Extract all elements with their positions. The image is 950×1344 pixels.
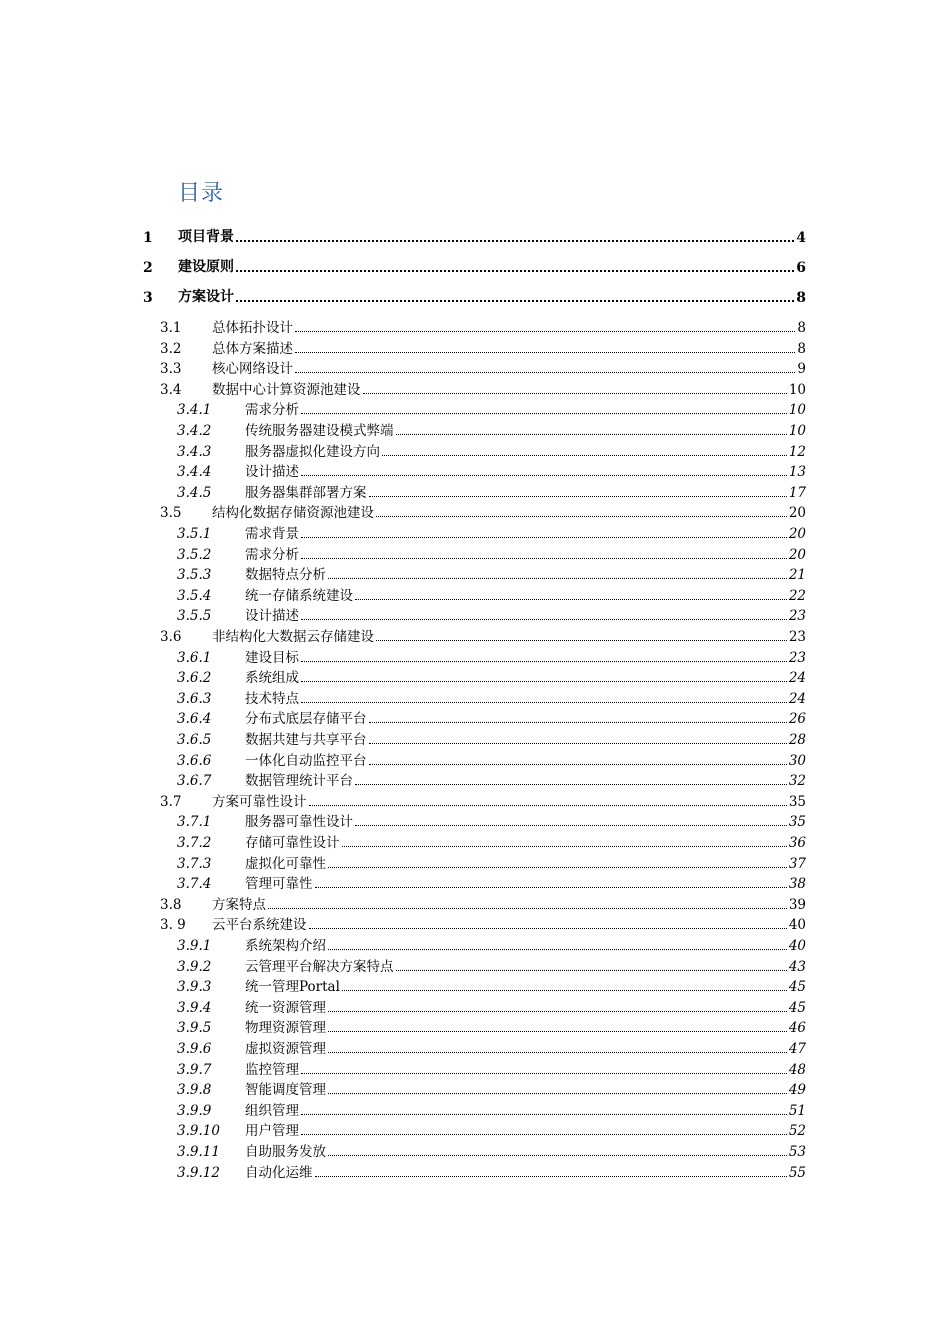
toc-entry-title: 云管理平台解决方案特点 bbox=[245, 959, 394, 975]
toc-entry-page: 47 bbox=[788, 1041, 806, 1057]
toc-entry-title: 物理资源管理 bbox=[245, 1020, 326, 1036]
toc-entry[interactable] bbox=[177, 872, 806, 892]
toc-entry-title: 存储可靠性设计 bbox=[245, 835, 340, 851]
toc-entry-page: 24 bbox=[788, 691, 806, 707]
toc-entry[interactable] bbox=[177, 1078, 806, 1098]
toc-entry-title: 建设原则 bbox=[178, 259, 234, 275]
toc-entry-title: 云平台系统建设 bbox=[212, 917, 307, 933]
toc-entry-title: 自助服务发放 bbox=[245, 1144, 326, 1160]
dot-leader bbox=[369, 496, 787, 497]
toc-entry-number: 3. 9 bbox=[160, 917, 186, 933]
toc-entry-number: 3.9.11 bbox=[177, 1144, 220, 1160]
dot-leader bbox=[309, 805, 787, 806]
toc-entry-title: 方案特点 bbox=[212, 897, 266, 913]
toc-entry[interactable] bbox=[160, 316, 806, 336]
toc-entry[interactable] bbox=[177, 810, 806, 830]
toc-entry[interactable] bbox=[177, 440, 806, 460]
toc-entry[interactable] bbox=[177, 1016, 806, 1036]
toc-entry[interactable] bbox=[177, 1119, 806, 1139]
toc-entry-page: 51 bbox=[788, 1103, 806, 1119]
toc-entry-page: 9 bbox=[797, 361, 806, 377]
toc-entry-page: 21 bbox=[788, 567, 806, 583]
toc-entry-title: 统一资源管理 bbox=[245, 1000, 326, 1016]
dot-leader bbox=[363, 393, 787, 394]
toc-entry-number: 3.9.5 bbox=[177, 1020, 212, 1036]
toc-entry-page: 38 bbox=[788, 876, 806, 892]
toc-entry-number: 3.4.5 bbox=[177, 485, 212, 501]
toc-entry-title: 服务器集群部署方案 bbox=[245, 485, 367, 501]
toc-entry-number: 3.7.1 bbox=[177, 814, 212, 830]
toc-entry-title: 虚拟化可靠性 bbox=[245, 856, 326, 872]
toc-entry[interactable] bbox=[177, 1161, 806, 1181]
toc-entry-title: 总体拓扑设计 bbox=[212, 320, 293, 336]
toc-entry-title: 管理可靠性 bbox=[245, 876, 313, 892]
toc-entry-title: 方案可靠性设计 bbox=[212, 794, 307, 810]
toc-entry[interactable] bbox=[160, 357, 806, 377]
toc-entry-number: 3.6.4 bbox=[177, 711, 212, 727]
toc-entry-number: 3.9.6 bbox=[177, 1041, 212, 1057]
toc-entry[interactable] bbox=[177, 1037, 806, 1057]
toc-entry[interactable] bbox=[160, 893, 806, 913]
toc-entry[interactable] bbox=[177, 996, 806, 1016]
dot-leader bbox=[301, 681, 787, 682]
toc-entry-number: 3.5.2 bbox=[177, 547, 212, 563]
toc-entry[interactable] bbox=[160, 378, 806, 398]
toc-entry-title: 服务器虚拟化建设方向 bbox=[245, 444, 380, 460]
toc-entry-page: 6 bbox=[796, 260, 806, 276]
toc-entry[interactable] bbox=[177, 481, 806, 501]
toc-entry-page: 20 bbox=[788, 526, 806, 542]
toc-entry[interactable] bbox=[143, 226, 806, 246]
toc-entry[interactable] bbox=[177, 1058, 806, 1078]
toc-entry[interactable] bbox=[177, 1140, 806, 1160]
toc-entry[interactable] bbox=[177, 749, 806, 769]
toc-entry-page: 12 bbox=[788, 444, 806, 460]
toc-entry-number: 3.9.7 bbox=[177, 1062, 212, 1078]
dot-leader bbox=[301, 558, 787, 559]
dot-leader bbox=[301, 702, 787, 703]
toc-entry-title: 数据管理统计平台 bbox=[245, 773, 353, 789]
toc-entry-number: 3.6.2 bbox=[177, 670, 212, 686]
toc-entry-page: 40 bbox=[788, 917, 806, 933]
dot-leader bbox=[355, 825, 787, 826]
dot-leader bbox=[301, 661, 787, 662]
toc-entry-title: 统一存储系统建设 bbox=[245, 588, 353, 604]
toc-entry[interactable] bbox=[177, 563, 806, 583]
toc-entry-page: 45 bbox=[788, 1000, 806, 1016]
toc-entry-title: 智能调度管理 bbox=[245, 1082, 326, 1098]
toc-entry-title: 系统架构介绍 bbox=[245, 938, 326, 954]
toc-entry-number: 3.8 bbox=[160, 897, 182, 913]
toc-entry-title: 数据特点分析 bbox=[245, 567, 326, 583]
dot-leader bbox=[369, 722, 787, 723]
toc-entry[interactable] bbox=[177, 543, 806, 563]
dot-leader bbox=[295, 372, 795, 373]
toc-entry-title: 设计描述 bbox=[245, 464, 299, 480]
dot-leader bbox=[342, 990, 787, 991]
toc-entry-title: 传统服务器建设模式弊端 bbox=[245, 423, 394, 439]
toc-entry-page: 23 bbox=[788, 650, 806, 666]
toc-entry-page: 13 bbox=[788, 464, 806, 480]
toc-entry-number: 3.6 bbox=[160, 629, 182, 645]
toc-entry-page: 23 bbox=[788, 608, 806, 624]
toc-entry-title: 数据共建与共享平台 bbox=[245, 732, 367, 748]
toc-entry-number: 3.6.5 bbox=[177, 732, 212, 748]
toc-entry-page: 22 bbox=[788, 588, 806, 604]
toc-entry-number: 3.4 bbox=[160, 382, 182, 398]
toc-entry[interactable] bbox=[177, 460, 806, 480]
dot-leader bbox=[301, 537, 787, 538]
toc-entry-number: 3.9.4 bbox=[177, 1000, 212, 1016]
toc-entry-number: 3.5 bbox=[160, 505, 182, 521]
toc-entry-page: 40 bbox=[788, 938, 806, 954]
toc-entry-page: 35 bbox=[788, 814, 806, 830]
toc-entry-page: 49 bbox=[788, 1082, 806, 1098]
dot-leader bbox=[236, 240, 794, 242]
toc-entry-number: 3.9.10 bbox=[177, 1123, 220, 1139]
toc-entry-number: 3.2 bbox=[160, 341, 182, 357]
toc-entry-page: 8 bbox=[797, 320, 806, 336]
dot-leader bbox=[355, 599, 787, 600]
toc-entry-title: 设计描述 bbox=[245, 608, 299, 624]
toc-entry[interactable] bbox=[143, 286, 806, 306]
toc-entry-title: 方案设计 bbox=[178, 289, 234, 305]
toc-entry-page: 20 bbox=[788, 505, 806, 521]
dot-leader bbox=[301, 413, 787, 414]
toc-entry[interactable] bbox=[160, 625, 806, 645]
dot-leader bbox=[301, 475, 787, 476]
toc-entry[interactable] bbox=[177, 852, 806, 872]
toc-entry-number: 3.9.2 bbox=[177, 959, 212, 975]
toc-entry-page: 55 bbox=[788, 1165, 806, 1181]
toc-entry-title: 数据中心计算资源池建设 bbox=[212, 382, 361, 398]
toc-entry[interactable] bbox=[160, 790, 806, 810]
toc-entry[interactable] bbox=[160, 337, 806, 357]
dot-leader bbox=[328, 1052, 787, 1053]
toc-entry-number: 2 bbox=[143, 260, 153, 276]
toc-entry-number: 3 bbox=[143, 290, 153, 306]
dot-leader bbox=[328, 1031, 787, 1032]
toc-entry-page: 39 bbox=[788, 897, 806, 913]
toc-entry-number: 3.5.5 bbox=[177, 608, 212, 624]
toc-entry-number: 3.9.1 bbox=[177, 938, 212, 954]
toc-entry-number: 3.1 bbox=[160, 320, 182, 336]
toc-entry-page: 4 bbox=[796, 230, 806, 246]
toc-entry[interactable] bbox=[177, 646, 806, 666]
toc-entry-page: 10 bbox=[788, 423, 806, 439]
toc-entry[interactable] bbox=[177, 769, 806, 789]
toc-entry-number: 3.6.1 bbox=[177, 650, 212, 666]
toc-entry-page: 48 bbox=[788, 1062, 806, 1078]
dot-leader bbox=[328, 1011, 787, 1012]
dot-leader bbox=[315, 1176, 787, 1177]
toc-entry[interactable] bbox=[177, 1099, 806, 1119]
toc-entry[interactable] bbox=[160, 501, 806, 521]
toc-entry-page: 8 bbox=[797, 341, 806, 357]
dot-leader bbox=[295, 352, 795, 353]
toc-entry-number: 3.9.8 bbox=[177, 1082, 212, 1098]
toc-entry-page: 37 bbox=[788, 856, 806, 872]
dot-leader bbox=[328, 867, 787, 868]
toc-entry-number: 3.5.1 bbox=[177, 526, 212, 542]
toc-entry[interactable] bbox=[177, 419, 806, 439]
toc-entry-title: 技术特点 bbox=[245, 691, 299, 707]
toc-entry[interactable] bbox=[177, 955, 806, 975]
toc-entry-title: 一体化自动监控平台 bbox=[245, 753, 367, 769]
toc-entry-page: 10 bbox=[788, 402, 806, 418]
dot-leader bbox=[328, 1093, 787, 1094]
toc-entry-page: 32 bbox=[788, 773, 806, 789]
toc-entry[interactable] bbox=[177, 831, 806, 851]
toc-entry-number: 3.4.3 bbox=[177, 444, 212, 460]
dot-leader bbox=[328, 949, 787, 950]
toc-entry-number: 3.5.3 bbox=[177, 567, 212, 583]
toc-entry[interactable] bbox=[177, 975, 806, 995]
dot-leader bbox=[309, 928, 787, 929]
toc-entry-number: 3.7.2 bbox=[177, 835, 212, 851]
toc-entry-page: 35 bbox=[788, 794, 806, 810]
dot-leader bbox=[301, 1134, 787, 1135]
dot-leader bbox=[236, 300, 794, 302]
toc-entry-page: 26 bbox=[788, 711, 806, 727]
toc-entry-page: 46 bbox=[788, 1020, 806, 1036]
toc-entry-page: 43 bbox=[788, 959, 806, 975]
toc-entry[interactable] bbox=[177, 522, 806, 542]
toc-entry[interactable] bbox=[177, 666, 806, 686]
toc-entry-number: 1 bbox=[143, 230, 153, 246]
toc-entry-title: 组织管理 bbox=[245, 1103, 299, 1119]
toc-entry-title: 需求背景 bbox=[245, 526, 299, 542]
toc-entry-number: 3.4.4 bbox=[177, 464, 212, 480]
toc-entry[interactable] bbox=[177, 728, 806, 748]
toc-entry-number: 3.3 bbox=[160, 361, 182, 377]
dot-leader bbox=[301, 1114, 787, 1115]
toc-entry-page: 20 bbox=[788, 547, 806, 563]
dot-leader bbox=[236, 270, 794, 272]
dot-leader bbox=[355, 784, 787, 785]
toc-entry-page: 52 bbox=[788, 1123, 806, 1139]
toc-entry-page: 30 bbox=[788, 753, 806, 769]
toc-entry-page: 24 bbox=[788, 670, 806, 686]
toc-entry-number: 3.6.7 bbox=[177, 773, 212, 789]
toc-entry-number: 3.7.3 bbox=[177, 856, 212, 872]
toc-entry-title: 项目背景 bbox=[178, 229, 234, 245]
toc-entry[interactable] bbox=[160, 913, 806, 933]
dot-leader bbox=[295, 331, 795, 332]
toc-entry-page: 17 bbox=[788, 485, 806, 501]
dot-leader bbox=[301, 1073, 787, 1074]
toc-entry-title: 分布式底层存储平台 bbox=[245, 711, 367, 727]
toc-entry-number: 3.9.12 bbox=[177, 1165, 220, 1181]
dot-leader bbox=[382, 455, 787, 456]
toc-entry[interactable] bbox=[177, 687, 806, 707]
dot-leader bbox=[315, 887, 787, 888]
toc-entry-title: 服务器可靠性设计 bbox=[245, 814, 353, 830]
toc-entry-number: 3.9.9 bbox=[177, 1103, 212, 1119]
toc-entry[interactable] bbox=[143, 256, 806, 276]
toc-entry-number: 3.7.4 bbox=[177, 876, 212, 892]
dot-leader bbox=[396, 434, 787, 435]
toc-entry-title: 总体方案描述 bbox=[212, 341, 293, 357]
toc-title: 目录 bbox=[178, 181, 225, 206]
toc-entry-title: 非结构化大数据云存储建设 bbox=[212, 629, 374, 645]
toc-entry[interactable] bbox=[177, 398, 806, 418]
toc-entry-title: 结构化数据存储资源池建设 bbox=[212, 505, 374, 521]
toc-entry-number: 3.7 bbox=[160, 794, 182, 810]
dot-leader bbox=[369, 743, 787, 744]
dot-leader bbox=[328, 578, 787, 579]
toc-entry-title: 自动化运维 bbox=[245, 1165, 313, 1181]
dot-leader bbox=[301, 619, 787, 620]
toc-entry-page: 10 bbox=[788, 382, 806, 398]
toc-entry-title: 需求分析 bbox=[245, 547, 299, 563]
toc-entry-title: 监控管理 bbox=[245, 1062, 299, 1078]
toc-entry[interactable] bbox=[177, 707, 806, 727]
toc-entry-title: 核心网络设计 bbox=[212, 361, 293, 377]
toc-entry-title: 统一管理Portal bbox=[245, 979, 340, 995]
dot-leader bbox=[328, 1155, 787, 1156]
toc-entry-number: 3.4.1 bbox=[177, 402, 212, 418]
toc-entry-page: 28 bbox=[788, 732, 806, 748]
dot-leader bbox=[268, 908, 787, 909]
toc-entry-number: 3.4.2 bbox=[177, 423, 212, 439]
toc-entry-number: 3.9.3 bbox=[177, 979, 212, 995]
toc-entry-title: 系统组成 bbox=[245, 670, 299, 686]
toc-entry-page: 8 bbox=[796, 290, 806, 306]
dot-leader bbox=[376, 516, 787, 517]
dot-leader bbox=[396, 970, 787, 971]
toc-entry-title: 虚拟资源管理 bbox=[245, 1041, 326, 1057]
toc-entry[interactable] bbox=[177, 584, 806, 604]
dot-leader bbox=[369, 764, 787, 765]
toc-entry-number: 3.6.3 bbox=[177, 691, 212, 707]
dot-leader bbox=[342, 846, 787, 847]
toc-entry-page: 23 bbox=[788, 629, 806, 645]
toc-entry-number: 3.6.6 bbox=[177, 753, 212, 769]
toc-entry-title: 用户管理 bbox=[245, 1123, 299, 1139]
toc-entry-title: 需求分析 bbox=[245, 402, 299, 418]
toc-entry-title: 建设目标 bbox=[245, 650, 299, 666]
toc-entry-number: 3.5.4 bbox=[177, 588, 212, 604]
toc-entry-page: 36 bbox=[788, 835, 806, 851]
toc-entry[interactable] bbox=[177, 934, 806, 954]
toc-entry-page: 53 bbox=[788, 1144, 806, 1160]
dot-leader bbox=[376, 640, 787, 641]
toc-entry-page: 45 bbox=[788, 979, 806, 995]
toc-entry[interactable] bbox=[177, 604, 806, 624]
